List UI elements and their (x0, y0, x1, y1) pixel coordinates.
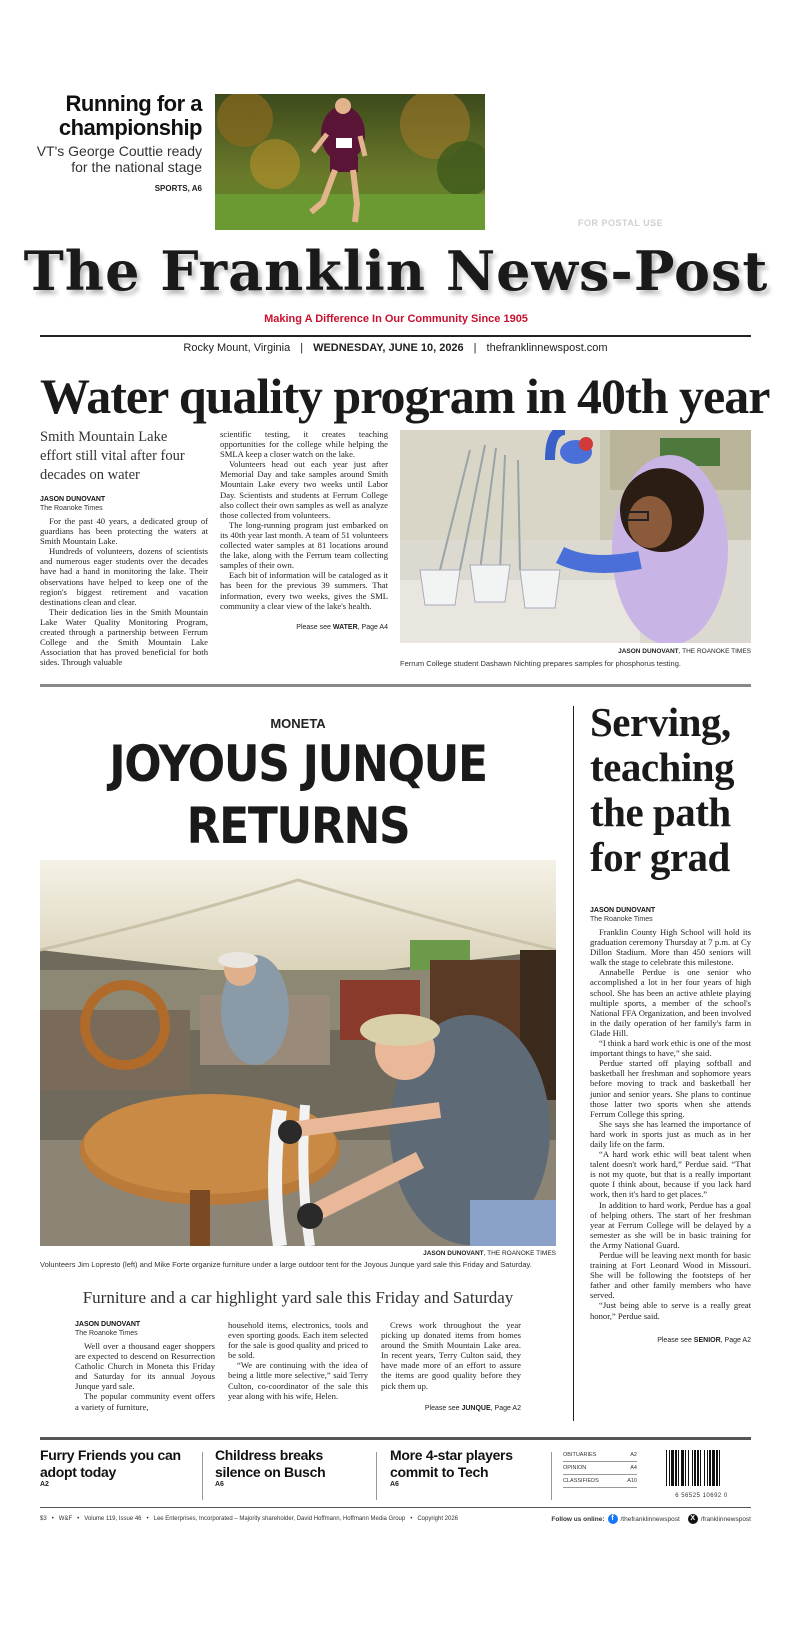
lead-byline-name: JASON DUNOVANT (40, 496, 106, 503)
lead-jump-line[interactable]: Please see WATER, Page A4 (296, 623, 388, 631)
lead-photo-credit: JASON DUNOVANT, THE ROANOKE TIMES (618, 648, 751, 655)
senior-column (590, 906, 751, 1346)
footer-x-handle[interactable]: /franklinnewspost (700, 1515, 751, 1523)
lead-byline-org: The Roanoke Times (40, 505, 103, 512)
teaser-3[interactable] (390, 1447, 540, 1488)
junque-photo-caption: Volunteers Jim Lopresto (left) and Mike Forte organize furniture under a large outdoor tent for the Joyous Junque yard sale this Friday and Saturday. (40, 1260, 532, 1269)
senior-headline[interactable]: Serving, teaching the path for grad (590, 699, 735, 880)
junque-byline-org: The Roanoke Times (75, 1330, 138, 1337)
barcode-bar (675, 1450, 677, 1486)
footer-follow-label: Follow us online: (551, 1515, 605, 1523)
teaser-divider (202, 1452, 203, 1500)
lead-column-1 (40, 495, 208, 667)
teaser-page-ref: A6 (390, 1481, 399, 1488)
senior-paragraph: She says she has learned the importance of hard work in sports just as much as in her daily life on the farm. (590, 1118, 751, 1149)
footer-social (548, 1514, 751, 1524)
barcode-number: 6 56525 10692 0 (675, 1493, 728, 1499)
teaser-page-ref: A6 (215, 1481, 224, 1488)
dateline-location: Rocky Mount, Virginia (183, 342, 291, 354)
footer-copyright: Copyright 2026 (417, 1516, 459, 1522)
lead-paragraph: Their dedication lies in the Smith Mountain Lake Water Quality Monitoring Program, created through a partnership between Ferrum College and the Smith Mountain Lake Association that has proved beneficial for both sides. Through valuable (40, 606, 208, 668)
barcode (664, 1450, 739, 1499)
footer-volume: Volume 119, Issue 46 (84, 1516, 142, 1522)
lead-paragraph: Volunteers head out each year just after Memorial Day and take samples around Smith Mountain Lake every two weeks until Labor Day. Scientists and students at Ferrum College also collect their own samples as well as analyze those collected from volunteers. (220, 459, 388, 520)
teaser-divider (376, 1452, 377, 1500)
promo-headline[interactable]: Running for a championship (58, 91, 202, 140)
page-index (563, 1449, 637, 1488)
senior-paragraph: Perdue started off playing softball and basketball her freshman and sophomore years before moving to track and basketball her junior and senior years. She plans to continue those latter two sports when she attends Ferrum College this spring. (590, 1058, 751, 1119)
junque-jump-line[interactable]: Please see JUNQUE, Page A2 (424, 1404, 521, 1412)
junque-paragraph: household items, electronics, tools and even sporting goods. Each item selected for the sale is good quality and priced to be sold. (228, 1320, 368, 1361)
footer-days: W&F (58, 1516, 73, 1522)
lead-paragraph: Hundreds of volunteers, dozens of scientists and numerous eager students over the decades have had a hand in monitoring the lake. Their observations have helped to keep one of the region's biggest retirement and vacation destinations clean and clear. (40, 546, 208, 607)
barcode-bar (719, 1450, 720, 1486)
footer-price: $3 (40, 1516, 47, 1522)
column-divider (573, 706, 574, 1421)
teaser-1[interactable] (40, 1447, 190, 1488)
barcode-bar (697, 1450, 699, 1486)
senior-byline-org: The Roanoke Times (590, 916, 653, 923)
barcode-bar (700, 1450, 701, 1486)
lead-column-2 (220, 429, 388, 633)
teaser-divider (551, 1452, 552, 1500)
barcode-bar (694, 1450, 696, 1486)
junque-photo-credit: JASON DUNOVANT, THE ROANOKE TIMES (423, 1250, 556, 1257)
lead-photo-lab[interactable] (400, 430, 751, 643)
barcode-bar (669, 1450, 670, 1486)
section-rule (40, 684, 751, 687)
junque-paragraph: Well over a thousand eager shoppers are expected to descend on Resurrection Catholic Church in Moneta this Friday and Saturday for its annual Joyous Junque yard sale. (75, 1341, 215, 1392)
junque-column-3 (381, 1320, 521, 1414)
barcode-bar (678, 1450, 679, 1486)
barcode-bar (704, 1450, 705, 1486)
junque-jump-word: JUNQUE (461, 1404, 491, 1412)
lead-photo-caption: Ferrum College student Dashawn Nichting prepares samples for phosphorus testing. (400, 659, 681, 668)
facebook-icon[interactable]: f (608, 1514, 618, 1524)
barcode-bar (716, 1450, 718, 1486)
lead-jump-word: WATER (332, 623, 358, 631)
x-icon[interactable]: X (688, 1514, 698, 1524)
senior-paragraph: “A hard work ethic will beat talent when talent doesn't work hard,” Perdue said. “That is not my quote, but that is a really important quote I think about, because if you lack hard work, then it's hard to get places.” (590, 1149, 751, 1200)
barcode-bar (712, 1450, 715, 1486)
barcode-bar (666, 1450, 667, 1486)
index-row[interactable]: OPINION A4 (563, 1462, 637, 1475)
senior-byline-name: JASON DUNOVANT (590, 907, 656, 914)
lead-paragraph: scientific testing, it creates teaching opportunities for the college while helping the SMLA keep a closer watch on the lake. (220, 429, 388, 460)
senior-paragraph: “Just being able to serve is a really great honor,” Perdue said. (590, 1300, 751, 1321)
postal-notice: FOR POSTAL USE (578, 218, 664, 228)
footer-ownership: Lee Enterprises, Incorporated – Majority shareholder, David Hoffmann, Hoffmann Media Group (153, 1516, 406, 1522)
senior-paragraph: Franklin County High School will hold its graduation ceremony Thursday at 7 p.m. at Cy Dillon Stadium. More than 450 seniors will walk the stage to celebrate this milestone. (590, 927, 751, 968)
senior-jump-line[interactable]: Please see SENIOR, Page A2 (657, 1336, 751, 1344)
masthead-logo[interactable]: The Franklin News-Post (23, 239, 769, 303)
lead-deck: Smith Mountain Lake effort still vital after four decades on water (40, 429, 185, 483)
dateline-website[interactable]: thefranklinnewspost.com (486, 342, 608, 354)
senior-paragraph: Perdue will be leaving next month for basic training at Fort Leonard Wood in Missouri. She will be following the footsteps of her father and other family members who have served. (590, 1250, 751, 1301)
barcode-bar (709, 1450, 711, 1486)
barcode-bar (688, 1450, 689, 1486)
teaser-headline: More 4-star players commit to Tech (390, 1447, 513, 1480)
promo-photo-runner[interactable] (215, 94, 485, 230)
junque-paragraph: Crews work throughout the year picking up donated items from homes around the Smith Mountain Lake area. In recent years, Terry Culton said, they have made more of an effort to assure the items are good quality before they pick them up. (381, 1320, 521, 1391)
junque-kicker: MONETA (270, 716, 326, 731)
footer-rule (40, 1507, 751, 1508)
lead-paragraph: The long-running program just embarked on its 40th year last month. A team of 51 volunteers collected water samples at 81 locations around the lake, along with the Ferrum team collecting samples of their own. (220, 519, 388, 571)
teaser-page-ref: A2 (40, 1481, 49, 1488)
teaser-headline: Furry Friends you can adopt today (40, 1447, 181, 1480)
junque-byline-name: JASON DUNOVANT (75, 1321, 141, 1328)
lead-paragraph: Each bit of information will be cataloged as it has been for the previous 39 summers. That information, every two weeks, gives the SML community a clear view of the lake's health. (220, 570, 388, 611)
teaser-headline: Childress breaks silence on Busch (215, 1447, 326, 1480)
masthead-rule (40, 335, 751, 337)
masthead-tagline: Making A Difference In Our Community Since 1905 (264, 313, 528, 325)
lead-headline[interactable]: Water quality program in 40th year (40, 368, 770, 424)
junque-photo-tent[interactable] (40, 860, 556, 1246)
junque-column-1 (75, 1320, 215, 1412)
promo-subhead: VT's George Couttie ready for the national stage (36, 143, 202, 175)
junque-deck: Furniture and a car highlight yard sale this Friday and Saturday (82, 1288, 514, 1307)
junque-column-2 (228, 1320, 368, 1401)
senior-paragraph: Annabelle Perdue is one senior who accomplished a lot in her four years of high school. She has been an active athlete playing multiple sports, a member of the school's National FFA Organization, and been involved in the daily operation of her family's farm in Glade Hill. (590, 967, 751, 1038)
teaser-2[interactable] (215, 1447, 365, 1488)
junque-headline[interactable]: JOYOUS JUNQUE RETURNS (109, 735, 487, 855)
junque-paragraph: “We are continuing with the idea of being a little more selective,” said Terry Culton, co-coordinator of the sale this year along with his wife, Helen. (228, 1360, 368, 1401)
barcode-bar (681, 1450, 684, 1486)
barcode-bar (685, 1450, 686, 1486)
lead-paragraph: For the past 40 years, a dedicated group of guardians has been protecting the waters at Smith Mountain Lake. (40, 516, 208, 547)
senior-paragraph: “I think a hard work ethic is one of the most important things to have,” she said. (590, 1038, 751, 1059)
index-row[interactable]: CLASSIFIEDS A10 (563, 1475, 637, 1488)
dateline-date: WEDNESDAY, JUNE 10, 2026 (313, 342, 464, 354)
footer-facebook-handle[interactable]: /thefranklinnewspost (620, 1515, 680, 1523)
promo-page-ref: SPORTS, A6 (154, 184, 202, 193)
barcode-bar (671, 1450, 674, 1486)
barcode-bars (664, 1450, 739, 1488)
senior-paragraph: In addition to hard work, Perdue has a goal of helping others. The start of her freshman year at Ferrum College will be delayed by a semester as she will be in basic training for the Army National Guard. (590, 1199, 751, 1250)
index-row[interactable]: OBITUARIES A2 (563, 1449, 637, 1462)
teaser-rule (40, 1437, 751, 1440)
barcode-bar (707, 1450, 708, 1486)
footer-info: $3 • W&F • Volume 119, Issue 46 • Lee Enterprises, Incorporated – Majority shareholder, David Hoffmann, Hoffmann Media Group • Copyright 2026 (40, 1516, 459, 1522)
senior-jump-word: SENIOR (693, 1336, 721, 1344)
dateline: Rocky Mount, Virginia | WEDNESDAY, JUNE 10, 2026 | thefranklinnewspost.com (183, 342, 608, 354)
junque-paragraph: The popular community event offers a variety of furniture, (75, 1391, 215, 1412)
barcode-bar (692, 1450, 693, 1486)
